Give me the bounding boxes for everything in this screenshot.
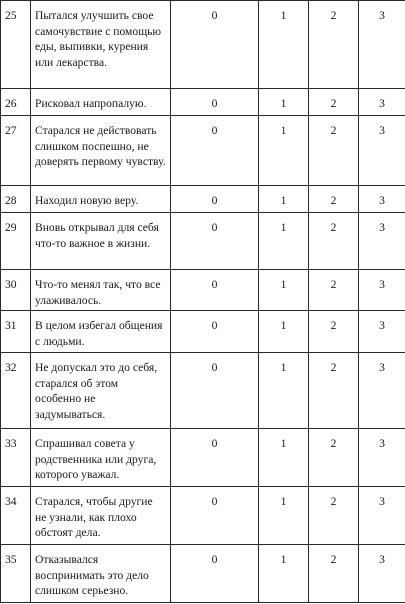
item-number: 30: [1, 270, 31, 311]
item-number: 29: [1, 213, 31, 270]
option-1: 1: [259, 270, 309, 311]
option-1: 1: [259, 116, 309, 186]
table-row: [1, 545, 405, 603]
option-1: 1: [259, 1, 309, 89]
option-0: 0: [171, 270, 259, 311]
option-3: 3: [359, 545, 405, 603]
table-row: [1, 116, 405, 186]
table-row: [1, 1, 405, 89]
item-number: 33: [1, 429, 31, 487]
item-number: 34: [1, 487, 31, 545]
option-2: 2: [309, 429, 359, 487]
option-3: 3: [359, 311, 405, 353]
option-0: 0: [171, 429, 259, 487]
item-statement: Вновь открывал для себя что-то важное в жизни.: [31, 213, 171, 270]
item-statement: Спрашивал совета у родственника или друга, которого уважал.: [31, 429, 171, 487]
option-0: 0: [171, 487, 259, 545]
item-statement: Рисковал напропалую.: [31, 89, 171, 116]
option-0: 0: [171, 89, 259, 116]
option-1: 1: [259, 89, 309, 116]
option-3: 3: [359, 89, 405, 116]
option-2: 2: [309, 487, 359, 545]
item-statement: Старался, чтобы другие не узнали, как плохо обстоят дела.: [31, 487, 171, 545]
table-row: [1, 270, 405, 311]
table-row: [1, 429, 405, 487]
option-3: 3: [359, 213, 405, 270]
option-2: 2: [309, 186, 359, 213]
option-0: 0: [171, 116, 259, 186]
option-2: 2: [309, 116, 359, 186]
item-statement: В целом избегал общения с людьми.: [31, 311, 171, 353]
option-3: 3: [359, 429, 405, 487]
option-2: 2: [309, 545, 359, 603]
option-1: 1: [259, 311, 309, 353]
option-0: 0: [171, 311, 259, 353]
option-3: 3: [359, 116, 405, 186]
item-number: 31: [1, 311, 31, 353]
option-3: 3: [359, 270, 405, 311]
option-0: 0: [171, 1, 259, 89]
option-2: 2: [309, 270, 359, 311]
option-1: 1: [259, 353, 309, 429]
item-number: 25: [1, 1, 31, 89]
table-row: [1, 89, 405, 116]
item-number: 35: [1, 545, 31, 603]
option-0: 0: [171, 213, 259, 270]
option-0: 0: [171, 353, 259, 429]
item-number: 27: [1, 116, 31, 186]
option-2: 2: [309, 1, 359, 89]
item-number: 32: [1, 353, 31, 429]
option-1: 1: [259, 429, 309, 487]
item-statement: Находил новую веру.: [31, 186, 171, 213]
item-statement: Старался не действовать слишком поспешно, не доверять первому чувству.: [31, 116, 171, 186]
option-2: 2: [309, 311, 359, 353]
item-statement: Что-то менял так, что все улаживалось.: [31, 270, 171, 311]
item-statement: Не допускал это до себя, старался об этом особенно не задумываться.: [31, 353, 171, 429]
option-2: 2: [309, 89, 359, 116]
option-2: 2: [309, 213, 359, 270]
table-row: [1, 186, 405, 213]
option-3: 3: [359, 487, 405, 545]
option-1: 1: [259, 545, 309, 603]
table-row: [1, 311, 405, 353]
table-row: [1, 213, 405, 270]
option-1: 1: [259, 186, 309, 213]
option-1: 1: [259, 487, 309, 545]
option-3: 3: [359, 1, 405, 89]
option-3: 3: [359, 186, 405, 213]
option-3: 3: [359, 353, 405, 429]
table-row: [1, 487, 405, 545]
item-number: 28: [1, 186, 31, 213]
item-statement: Пытался улучшить свое самочувствие с помощью еды, выпивки, курения или лекарства.: [31, 1, 171, 89]
item-statement: Отказывался воспринимать это дело слишком серьезно.: [31, 545, 171, 603]
option-1: 1: [259, 213, 309, 270]
table-row: [1, 353, 405, 429]
item-number: 26: [1, 89, 31, 116]
option-0: 0: [171, 545, 259, 603]
option-2: 2: [309, 353, 359, 429]
option-0: 0: [171, 186, 259, 213]
